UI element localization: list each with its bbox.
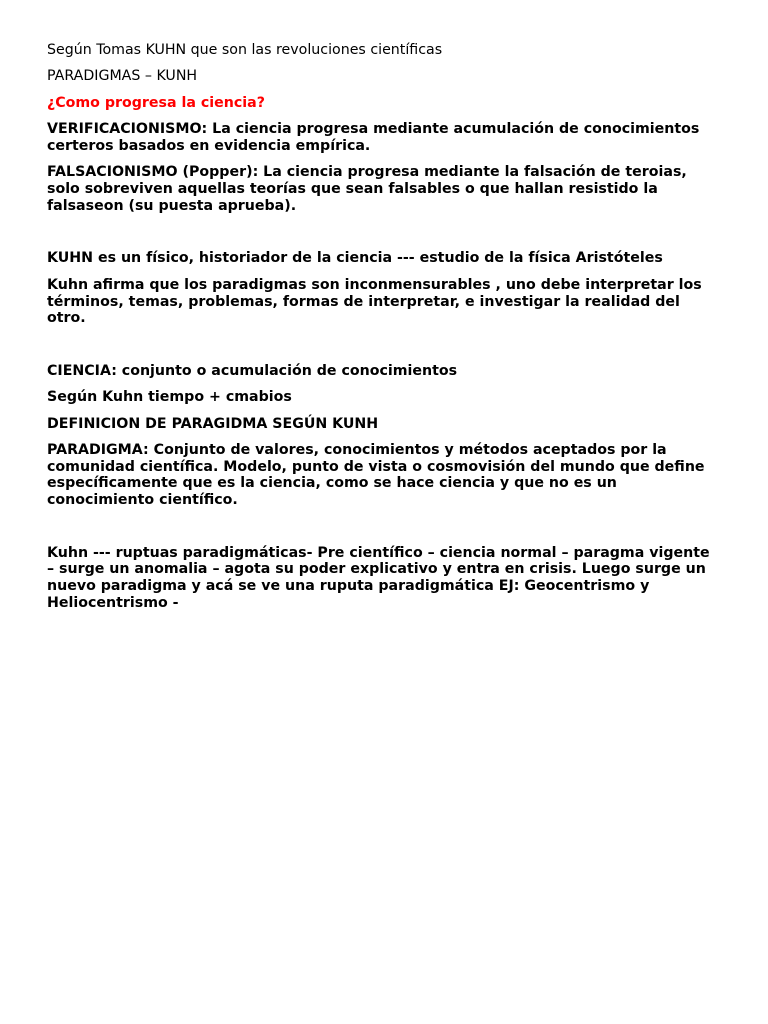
- blank-line: [47, 519, 717, 545]
- definicion-heading: DEFINICION DE PARAGIDMA SEGÚN KUNH: [47, 415, 379, 432]
- document-page: [47, 42, 717, 621]
- kuhn-afirma-paragraph: Kuhn afirma que los paradigmas son inconmensurables , uno debe interpretar los términos, temas, problemas, formas de interpretar, e investigar la realidad del otro.: [47, 276, 702, 327]
- blank-line: [47, 337, 717, 363]
- question-heading: ¿Como progresa la ciencia?: [47, 94, 265, 111]
- document-subtitle-line: PARADIGMAS – KUNH: [47, 68, 198, 85]
- falsacionismo-paragraph: FALSACIONISMO (Popper): La ciencia progresa mediante la falsación de teroias, solo sobreviven aquellas teorías que sean falsables o que hallan resistido la falsaseon (su puesta aprueba).: [47, 164, 687, 214]
- kuhn-tiempo-paragraph: Según Kuhn tiempo + cmabios: [47, 389, 292, 406]
- ciencia-paragraph: CIENCIA: conjunto o acumulación de conocimientos: [47, 362, 458, 379]
- verificacionismo-paragraph: VERIFICACIONISMO: La ciencia progresa mediante acumulación de conocimientos certeros basados en evidencia empírica.: [47, 121, 700, 154]
- kuhn-fisico-paragraph: KUHN es un físico, historiador de la ciencia --- estudio de la física Aristóteles: [47, 250, 663, 267]
- blank-line: [47, 224, 717, 250]
- rupturas-paragraph: Kuhn --- ruptuas paradigmáticas- Pre científico – ciencia normal – paragma vigente – surge un anomalia – agota su poder explicativo y entra en crisis. Luego surge un nuevo paradigma y acá se ve una ruputa paradigmática EJ: Geocentrismo y Heliocentrismo -: [47, 544, 710, 612]
- paradigma-paragraph: PARADIGMA: Conjunto de valores, conocimientos y métodos aceptados por la comunidad científica. Modelo, punto de vista o cosmovisión del mundo que define específicamente que es la ciencia, como se hace ciencia y que no es un conocimiento científico.: [47, 441, 705, 509]
- document-title-line: Según Tomas KUHN que son las revoluciones científicas: [47, 42, 443, 58]
